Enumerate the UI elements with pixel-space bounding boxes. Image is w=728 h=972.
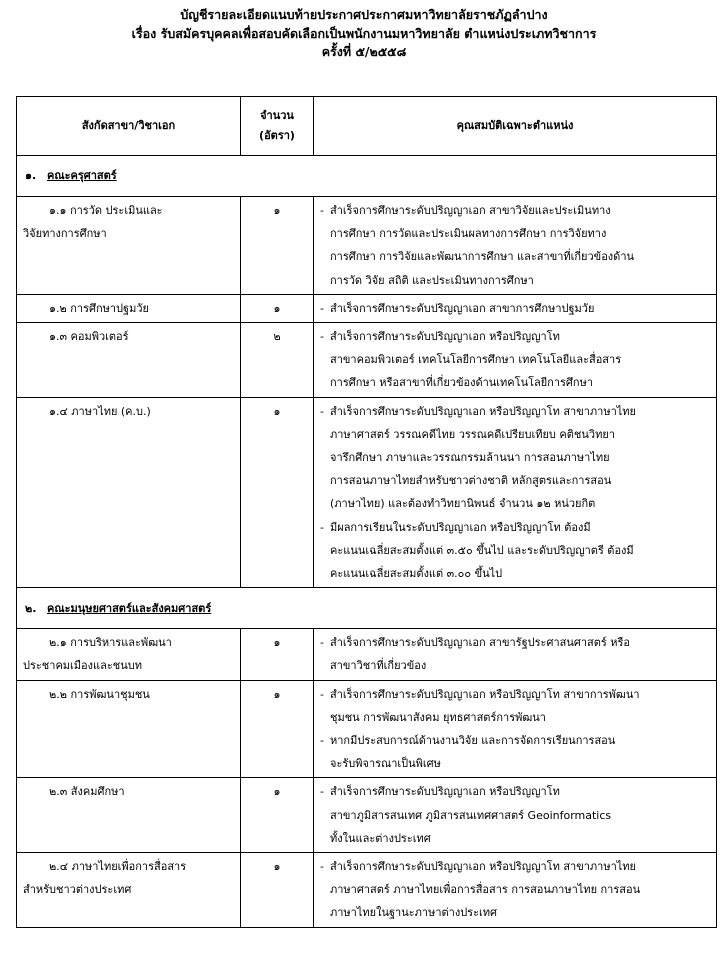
qualification-line: สำเร็จการศึกษาระดับปริญญาเอก สาขาวิจัยและประเมินทาง [330, 204, 611, 217]
qualification-item [320, 400, 708, 516]
qualification-item [320, 855, 708, 925]
qualification-line: หากมีประสบการณ์ด้านงานวิจัย และการจัดการเรียนการสอน [330, 734, 616, 748]
table-row [17, 680, 717, 778]
header-qualification: คุณสมบัติเฉพาะตำแหน่ง [314, 97, 717, 156]
qualification-line: มีผลการเรียนในระดับปริญญาเอก หรือปริญญาโท ต้องมี [330, 520, 591, 534]
bullet-dash: - [320, 301, 324, 315]
title-line-3: ครั้งที่ ๕/๒๕๕๘ [321, 44, 407, 59]
bullet-dash: - [320, 204, 324, 217]
table-row [17, 397, 717, 588]
table-row [17, 629, 717, 680]
header-count: จำนวน (อัตรา) [241, 97, 314, 156]
table-row [17, 294, 717, 322]
title-line-2: เรื่อง รับสมัครบุคคลเพื่อสอบคัดเลือกเป็นพนักงานมหาวิทยาลัย ตำแหน่งประเภทวิชาการ [131, 25, 597, 41]
qualification-line: สำเร็จการศึกษาระดับปริญญาเอก หรือปริญญาโท สาขาภาษาไทย [330, 860, 637, 874]
qualification-line: การศึกษา การวิจัยและพัฒนาการศึกษา และสาขาที่เกี่ยวข้องด้าน [330, 250, 635, 264]
count-cell: ๑ [241, 397, 314, 588]
section-row [17, 588, 717, 629]
count-cell: ๑ [241, 778, 314, 853]
qualification-line: จะรับพิจารณาเป็นพิเศษ [330, 757, 441, 771]
field-cell [17, 629, 241, 680]
qualification-item [320, 516, 708, 586]
field-line: ๒.๑ การบริหารและพัฒนา [49, 636, 172, 650]
qualification-line: สาขาภูมิสารสนเทศ ภูมิสารสนเทศศาสตร์ Geoinformatics [330, 808, 612, 822]
table-row [17, 853, 717, 928]
section-heading [17, 588, 717, 629]
qualification-cell [314, 397, 717, 588]
qualification-item [320, 199, 708, 292]
qualification-line: สาขาคอมพิวเตอร์ เทคโนโลยีการศึกษา เทคโนโลยีและสื่อสาร [330, 353, 622, 367]
field-line: ๑.๓ คอมพิวเตอร์ [49, 330, 129, 344]
qualification-item [320, 729, 708, 775]
qualification-line: การศึกษา หรือสาขาที่เกี่ยวข้องด้านเทคโนโลยีการศึกษา [330, 376, 594, 390]
field-line: วิจัยทางการศึกษา [23, 227, 107, 241]
qualification-line: การสอนภาษาไทยสำหรับชาวต่างชาติ หลักสูตรและการสอน [330, 474, 612, 488]
qualification-line: สำเร็จการศึกษาระดับปริญญาเอก หรือปริญญาโท สาขาภาษาไทย [330, 404, 637, 418]
qualification-cell [314, 680, 717, 778]
title-line-1: บัญชีรายละเอียดแนบท้ายประกาศประกาศมหาวิทยาลัยราชภัฏลำปาง [180, 7, 548, 22]
qualification-item [320, 325, 708, 395]
field-line: ๒.๓ สังคมศึกษา [49, 785, 125, 799]
section-name: คณะครุศาสตร์ [47, 169, 117, 183]
field-cell [17, 294, 241, 322]
qualification-line: สำเร็จการศึกษาระดับปริญญาเอก สาขาการศึกษาปฐมวัย [330, 301, 595, 315]
table-row [17, 323, 717, 398]
bullet-dash: - [320, 404, 324, 418]
bullet-dash: - [320, 734, 324, 748]
qualification-cell [314, 294, 717, 322]
positions-table [16, 96, 717, 928]
field-line: ๑.๔ ภาษาไทย (ค.บ.) [49, 404, 151, 418]
header-field: สังกัดสาขา/วิชาเอก [17, 97, 241, 156]
qualification-item [320, 780, 708, 850]
field-line: ๑.๒ การศึกษาปฐมวัย [49, 301, 149, 315]
section-row [17, 156, 717, 197]
bullet-dash: - [320, 636, 324, 650]
table-header-row [17, 97, 717, 156]
table-row [17, 197, 717, 295]
bullet-dash: - [320, 785, 324, 799]
qualification-line: สำเร็จการศึกษาระดับปริญญาเอก หรือปริญญาโท สาขาการพัฒนา [330, 687, 640, 701]
qualification-line: ภาษาศาสตร์ ภาษาไทยเพื่อการสื่อสาร การสอนภาษาไทย การสอน [330, 883, 641, 897]
count-cell: ๒ [241, 323, 314, 398]
qualification-cell [314, 778, 717, 853]
qualification-item [320, 631, 708, 677]
qualification-line: ภาษาศาสตร์ วรรณคดีไทย วรรณคดีเปรียบเทียบ คติชนวิทยา [330, 427, 615, 441]
field-cell [17, 778, 241, 853]
qualification-line: คะแนนเฉลี่ยสะสมตั้งแต่ ๓.๐๐ ขึ้นไป [330, 567, 503, 581]
field-cell [17, 680, 241, 778]
document-title [0, 0, 728, 62]
field-cell [17, 323, 241, 398]
bullet-dash: - [320, 330, 324, 344]
qualification-line: คะแนนเฉลี่ยสะสมตั้งแต่ ๓.๕๐ ขึ้นไป และระดับปริญญาตรี ต้องมี [330, 543, 634, 557]
qualification-item [320, 683, 708, 729]
table-body [17, 156, 717, 928]
field-cell [17, 397, 241, 588]
section-number: ๒. [25, 601, 37, 615]
qualification-line: สำเร็จการศึกษาระดับปริญญาเอก หรือปริญญาโท [330, 330, 560, 344]
bullet-dash: - [320, 860, 324, 874]
count-cell: ๑ [241, 680, 314, 778]
qualification-line: สำเร็จการศึกษาระดับปริญญาเอก สาขารัฐประศาสนศาสตร์ หรือ [330, 636, 631, 650]
section-name: คณะมนุษยศาสตร์และสังคมศาสตร์ [47, 601, 212, 615]
field-line: ๒.๒ การพัฒนาชุมชน [49, 687, 150, 701]
bullet-dash: - [320, 520, 324, 534]
qualification-cell [314, 629, 717, 680]
qualification-line: การวัด วิจัย สถิติ และประเมินทางการศึกษา [330, 273, 534, 287]
field-cell [17, 853, 241, 928]
qualification-line: ทั้งในและต่างประเทศ [330, 831, 431, 845]
table-row [17, 778, 717, 853]
qualification-line: สำเร็จการศึกษาระดับปริญญาเอก หรือปริญญาโท [330, 785, 560, 799]
qualification-item [320, 297, 708, 320]
qualification-cell [314, 197, 717, 295]
count-cell: ๑ [241, 294, 314, 322]
qualification-line: สาขาวิชาที่เกี่ยวข้อง [330, 659, 427, 673]
qualification-line: ชุมชน การพัฒนาสังคม ยุทธศาสตร์การพัฒนา [330, 710, 546, 724]
qualification-cell [314, 323, 717, 398]
qualification-line: ภาษาไทยในฐานะภาษาต่างประเทศ [330, 906, 497, 920]
qualification-line: จารึกศึกษา ภาษาและวรรณกรรมล้านนา การสอนภาษาไทย [330, 451, 610, 465]
bullet-dash: - [320, 687, 324, 701]
count-cell: ๑ [241, 197, 314, 295]
qualification-line: (ภาษาไทย) และต้องทำวิทยานิพนธ์ จำนวน ๑๒ หน่วยกิต [330, 497, 596, 511]
section-number: ๑. [25, 169, 37, 183]
section-heading [17, 156, 717, 197]
field-line: ๑.๑ การวัด ประเมินและ [49, 204, 163, 217]
qualification-cell [314, 853, 717, 928]
field-cell [17, 197, 241, 295]
count-cell: ๑ [241, 629, 314, 680]
qualification-line: การศึกษา การวัดและประเมินผลทางการศึกษา การวิจัยทาง [330, 227, 607, 241]
field-line: ประชาคมเมืองและชนบท [23, 659, 142, 673]
field-line: สำหรับชาวต่างประเทศ [23, 883, 132, 897]
count-cell: ๑ [241, 853, 314, 928]
field-line: ๒.๔ ภาษาไทยเพื่อการสื่อสาร [49, 860, 187, 874]
